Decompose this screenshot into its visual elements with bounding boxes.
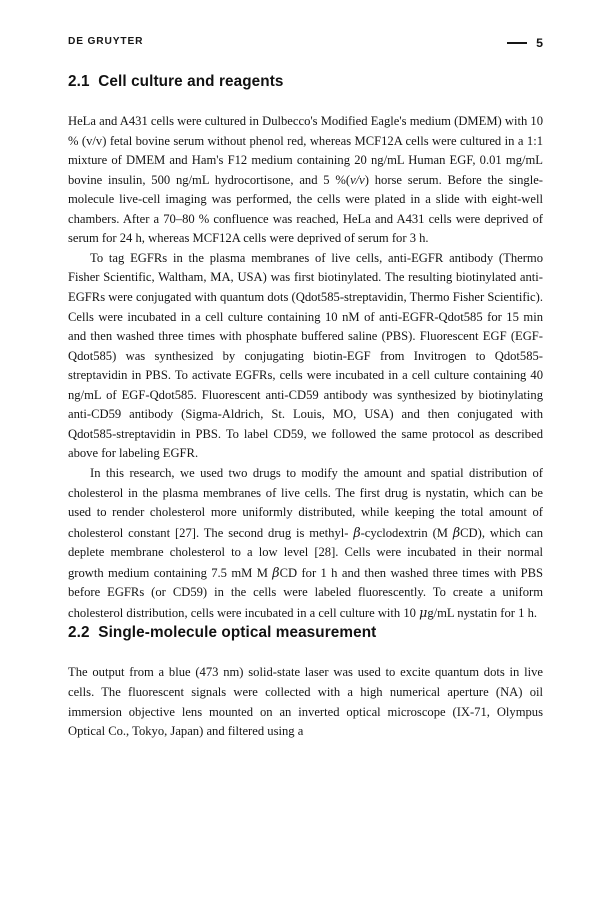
mu-symbol: μ	[419, 604, 428, 620]
section-heading-2-2: 2.2 Single-molecule optical measurement	[68, 624, 377, 642]
beta-symbol: β	[452, 524, 461, 540]
italic-vv: v/v	[350, 172, 365, 187]
paragraph-text: In this research, we used two drugs to modify the amount and spatial distribution of cholesterol in the plasma membranes of live cells. The first drug is nystatin, which can be used to render cholesterol more uniformly distributed, while keeping the total amount of cholesterol constant [27]. The second drug is methyl-	[68, 465, 543, 540]
folio	[507, 36, 543, 50]
paragraph-text: HeLa and A431 cells were cultured in Dulbecco's Modified Eagle's medium (DMEM) with 10 % (v/v) fetal bovine serum without phenol red, whereas MCF12A cells were cultured in a 1:1 mixture of DMEM and Ham's F12 medium containing 20 ng/mL Human EGF, 0.01 mg/mL bovine insulin, 500 ng/mL hydrocortisone, and 5 %(	[68, 114, 543, 187]
paragraph-text-cont4: g/mL nystatin for 1 h.	[427, 605, 538, 620]
journal-name: DE GRUYTER	[68, 36, 144, 48]
page-content	[68, 72, 543, 742]
paragraph-egfr-tagging: To tag EGFRs in the plasma membranes of live cells, anti-EGFR antibody (Thermo Fisher Scientific, Waltham, MA, USA) was first biotinylated. The resulting biotinylated anti-EGFRs were conjugated with quantum dots (Qdot585-streptavidin, Thermo Fisher Scientific). Cells were incubated in a cell culture containing 10 nM of anti-EGFR-Qdot585 for 15 min and then washed three times with phosphate buffered saline (PBS). Fluorescent EGF (EGF-Qdot585) was synthesized by conjugating biotin-EGF from Invitrogen to Qdot585-streptavidin in PBS. To activate EGFRs, cells were incubated in a cell culture containing 40 ng/mL of EGF-Qdot585. Fluorescent anti-CD59 antibody was synthesized by biotinylating anti-CD59 antibody (Sigma-Aldrich, St. Louis, MO, USA) and then conjugated with Qdot585-streptavidin in PBS. To label CD59, we followed the same protocol as described above for labeling EGFR.	[68, 250, 543, 461]
page-number: 5	[536, 36, 543, 50]
paragraph-cholesterol-drugs	[68, 464, 543, 623]
horizontal-rule-icon	[507, 42, 527, 44]
paragraph-optical-measurement: The output from a blue (473 nm) solid-state laser was used to excite quantum dots in live cells. The fluorescent signals were collected with a high numerical aperture (NA) oil immersion objective lens mounted on an inverted optical microscope (IX-71, Olympus Optical Co., Tokyo, Japan) and filtered using a	[68, 665, 543, 739]
paragraph-cell-culture-1	[68, 112, 543, 249]
running-header	[68, 36, 543, 54]
paragraph-text-cont: -cyclodextrin (M	[360, 525, 453, 540]
paragraph-text-cont3: CD for 1 h and then washed three times with PBS before EGFRs (or CD59) in the cells were labeled fluorescently. To create a uniform cholesterol distribution, cells were incubated in a cell culture with 10	[68, 565, 543, 620]
beta-symbol: β	[272, 564, 280, 580]
section-heading-2-1: 2.1 Cell culture and reagents	[68, 73, 284, 90]
paragraph-text-cont: ) horse serum. Before the single-molecule live-cell imaging was performed, the cells were plated in a slide with eight-well chambers. After a 70–80 % confluence was reached, HeLa and A431 cells were deprived of serum for 24 h, whereas MCF12A cells were deprived of serum for 3 h.	[68, 172, 543, 246]
paragraph-text-cont2: CD), which can deplete membrane cholesterol to a low level [28]. Cells were incubated in their normal growth medium containing 7.5 mM M	[68, 525, 543, 580]
beta-symbol: β	[353, 524, 361, 540]
